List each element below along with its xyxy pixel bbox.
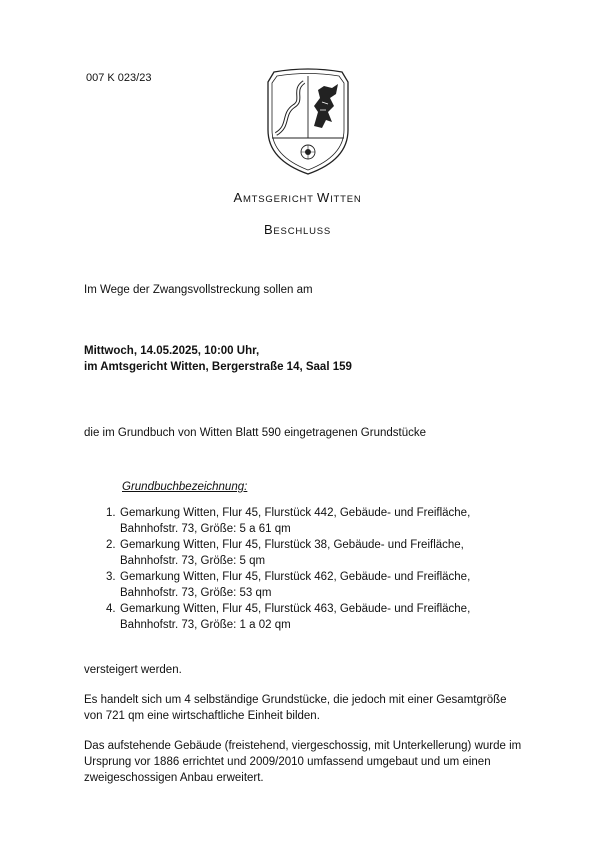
auction-location: im Amtsgericht Witten, Bergerstraße 14, Saal 159 — [84, 361, 352, 373]
auction-date: Mittwoch, 14.05.2025, 10:00 Uhr, — [84, 345, 260, 357]
case-number: 007 K 023/23 — [86, 72, 152, 84]
parcel-list — [106, 505, 536, 633]
document-title: BESCHLUSS — [263, 222, 332, 237]
auction-statement: versteigert werden. — [84, 664, 182, 676]
court-name: AMTSGERICHT WITTEN — [233, 190, 362, 205]
land-register-heading: Grundbuchbezeichnung: — [122, 481, 248, 493]
list-item: 1. Gemarkung Witten, Flur 45, Flurstück 442, Gebäude- und Freifläche, Bahnhofstr. 73, Größe: 5 a 61 qm — [106, 507, 471, 535]
land-register-text: die im Grundbuch von Witten Blatt 590 eingetragenen Grundstücke — [84, 427, 427, 439]
paragraph-building-description: Das aufstehende Gebäude (freistehend, viergeschossig, mit Unterkellerung) wurde im Ursprung vor 1886 errichtet und 2009/2010 umfassend umgebaut und um einen zweigeschossigen Anbau erweitert. — [84, 740, 522, 784]
list-item: 2. Gemarkung Witten, Flur 45, Flurstück 38, Gebäude- und Freifläche, Bahnhofstr. 73, Größe: 5 qm — [106, 539, 464, 567]
intro-text: Im Wege der Zwangsvollstreckung sollen am — [84, 284, 313, 296]
paragraph-economic-unit: Es handelt sich um 4 selbständige Grundstücke, die jedoch mit einer Gesamtgröße von 721 qm eine wirtschaftliche Einheit bilden. — [84, 694, 507, 722]
list-item: 3. Gemarkung Witten, Flur 45, Flurstück 462, Gebäude- und Freifläche, Bahnhofstr. 73, Größe: 53 qm — [106, 571, 471, 599]
auction-appointment — [84, 343, 514, 375]
list-item: 4. Gemarkung Witten, Flur 45, Flurstück 463, Gebäude- und Freifläche, Bahnhofstr. 73, Größe: 1 a 02 qm — [106, 603, 471, 631]
nrw-coat-of-arms-icon — [262, 68, 354, 178]
